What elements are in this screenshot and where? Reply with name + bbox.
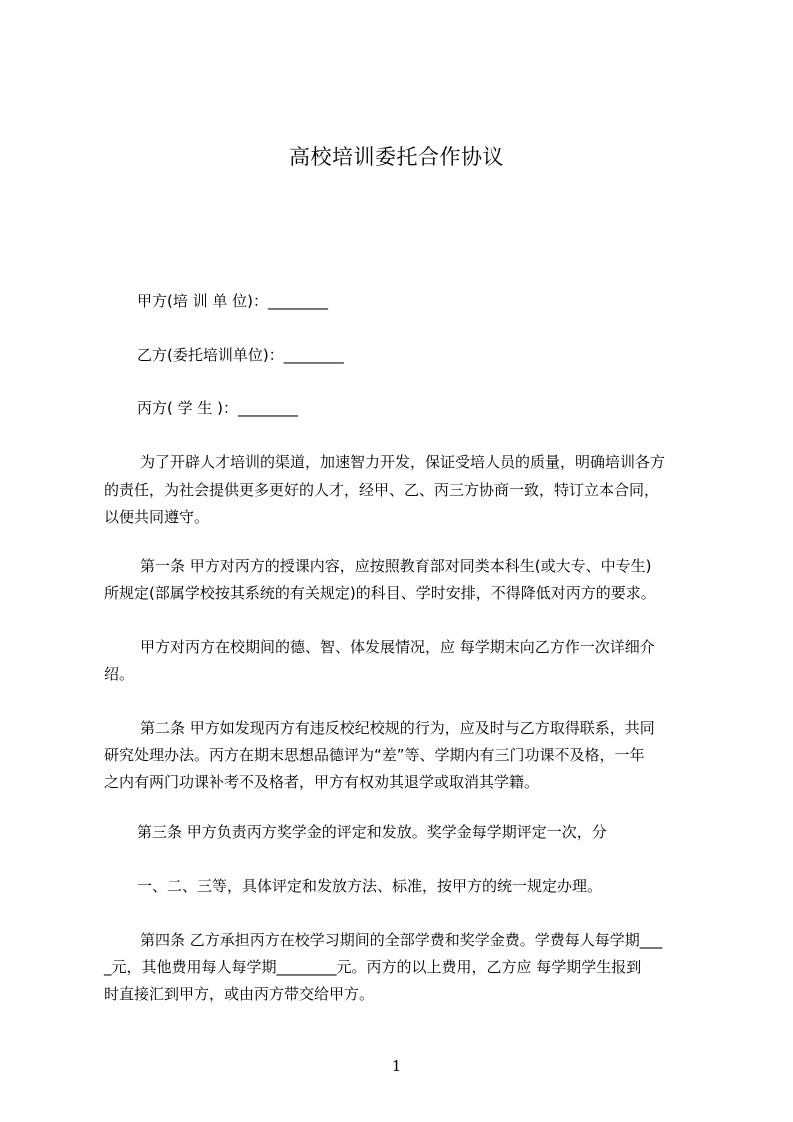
article-1-cont-line-2: 绍。 [104,665,135,683]
party-b-line: 乙方(委托培训单位)：________ [137,346,344,364]
article-1-cont-line-1: 甲方对丙方在校期间的德、智、体发展情况，应 每学期末向乙方作一次详细介 [140,638,655,656]
article-2-line-2: 研究处理办法。丙方在期末思想品德评为“差”等、学期内有三门功课不及格，一年 [104,746,645,764]
article-3-cont-line: 一、二、三等，具体评定和发放方法、标准，按甲方的统一规定办理。 [137,877,603,895]
preamble-line-1: 为了开辟人才培训的渠道，加速智力开发，保证受培人员的质量，明确培训各方 [140,453,666,471]
article-2-line-1: 第二条 甲方如发现丙方有违反校纪校规的行为，应及时与乙方取得联系，共同 [140,719,655,737]
article-1-line-2: 所规定(部属学校按其系统的有关规定)的科目、学时安排，不得降低对丙方的要求。 [104,584,656,602]
article-4-line-3: 时直接汇到甲方，或由丙方带交给甲方。 [104,985,375,1003]
article-2-line-3: 之内有两门功课补考不及格者，甲方有权劝其退学或取消其学籍。 [104,773,540,791]
article-3-line: 第三条 甲方负责丙方奖学金的评定和发放。奖学金每学期评定一次，分 [137,823,607,841]
document-title: 高校培训委托合作协议 [289,145,504,169]
preamble-line-2: 的责任，为社会提供更多更好的人才，经甲、乙、丙三方协商一致，特订立本合同， [104,481,660,499]
article-1-line-1: 第一条 甲方对丙方的授课内容，应按照教育部对同类本科生(或大专、中专生) [140,557,652,575]
page-number: 1 [391,1057,402,1075]
article-4-line-2: _元，其他费用每人每学期________元。丙方的以上费用，乙方应 每学期学生报到 [104,958,642,976]
party-a-line: 甲方(培 训 单 位)：________ [137,292,329,310]
preamble-line-3: 以便共同遵守。 [104,508,210,526]
party-c-line: 丙方( 学 生 )：________ [137,399,299,417]
article-4-line-1: 第四条 乙方承担丙方在校学习期间的全部学费和奖学金费。学费每人每学期___ [140,931,663,949]
